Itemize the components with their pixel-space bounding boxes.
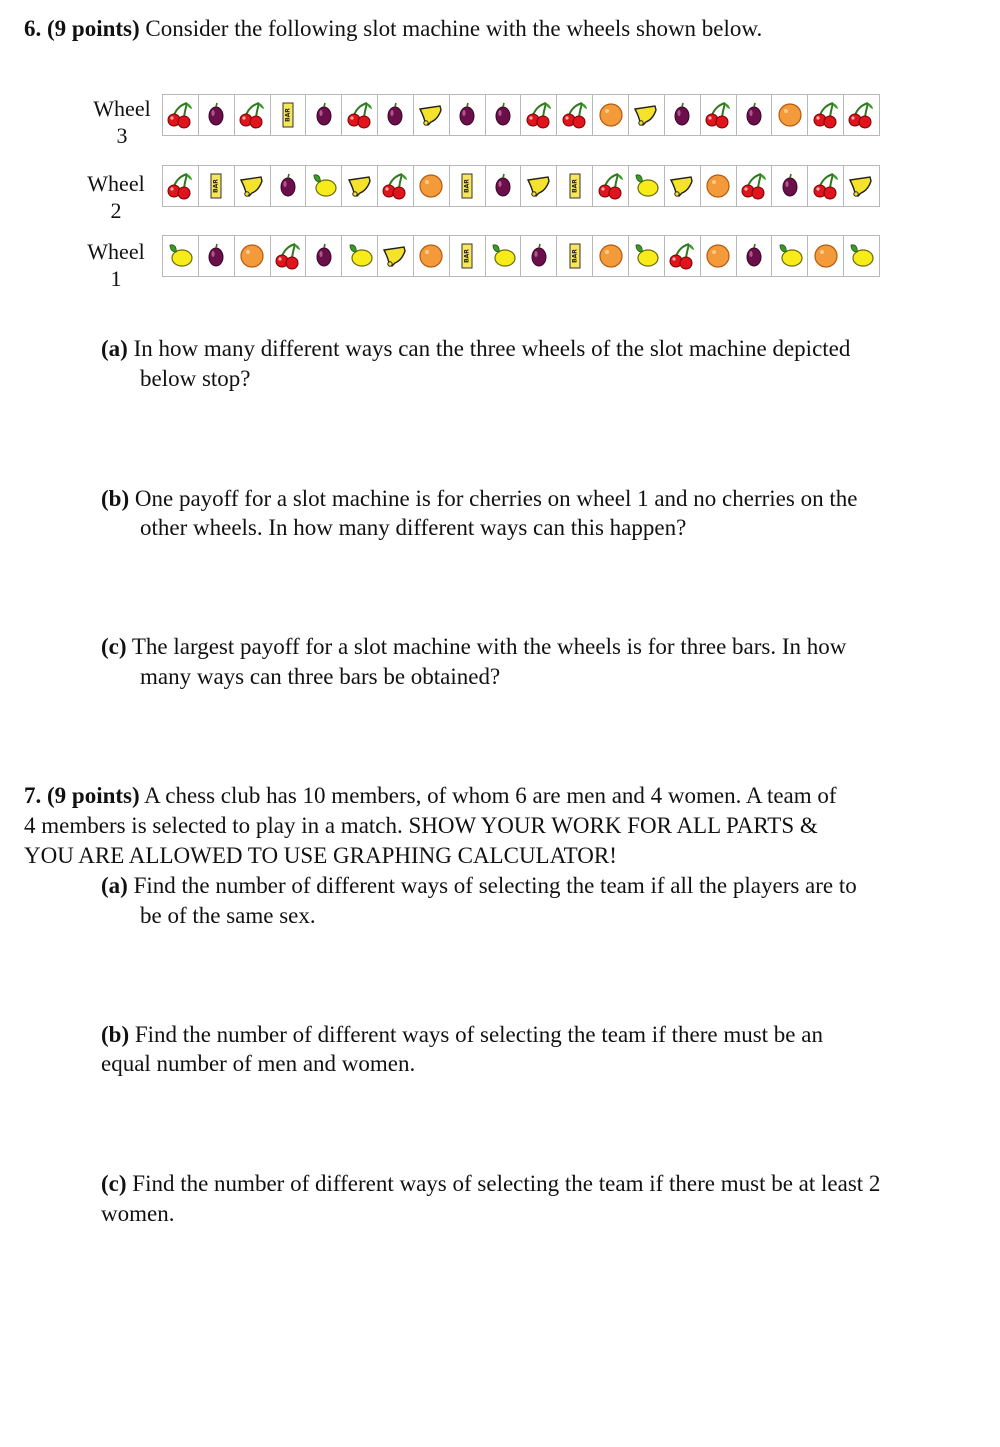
q6c-line2: many ways can three bars be obtained? xyxy=(140,664,501,689)
wheel-cell xyxy=(664,94,700,136)
bar-text: BAR xyxy=(284,108,292,122)
bar-icon xyxy=(452,241,482,271)
wheel-cell xyxy=(807,94,843,136)
wheel-cell xyxy=(736,94,772,136)
wheel-cell xyxy=(664,235,700,277)
orange-icon xyxy=(775,100,805,130)
wheel-cell xyxy=(592,94,628,136)
wheel-cell xyxy=(413,165,449,207)
q6b-line1: (b) One payoff for a slot machine is for cherries on wheel 1 and no cherries on the xyxy=(101,486,858,511)
bar-icon xyxy=(273,100,303,130)
wheel-cell xyxy=(377,94,413,136)
orange-icon xyxy=(596,241,626,271)
bar-text: BAR xyxy=(463,249,471,263)
cherry-icon xyxy=(667,241,697,271)
wheel-cell xyxy=(377,235,413,277)
wheel-2-label: Wheel 2 xyxy=(87,171,145,223)
plum-icon xyxy=(739,100,769,130)
wheel-cell xyxy=(664,165,700,207)
wheel-cell xyxy=(843,94,880,136)
wheel-cell xyxy=(198,165,234,207)
wheel-cell xyxy=(485,165,521,207)
q7c-line1: (c) Find the number of different ways of selecting the team if there must be at least 2 xyxy=(101,1171,881,1196)
wheel-cell xyxy=(556,235,592,277)
cherry-icon xyxy=(524,100,554,130)
wheel-cell xyxy=(162,235,198,277)
q6-intro: Consider the following slot machine with the wheels shown below. xyxy=(145,16,763,41)
wheel-cell xyxy=(270,165,306,207)
wheel-1-strip xyxy=(162,235,880,277)
plum-icon xyxy=(380,100,410,130)
wheel-cell xyxy=(771,94,807,136)
bell-icon xyxy=(631,100,661,130)
cherry-icon xyxy=(165,171,195,201)
wheel-cell xyxy=(520,94,556,136)
orange-icon xyxy=(596,100,626,130)
q7-number: 7. xyxy=(24,783,42,808)
bar-text: BAR xyxy=(571,179,579,193)
wheel-cell xyxy=(771,235,807,277)
wheel-cell xyxy=(736,165,772,207)
bar-icon xyxy=(560,171,590,201)
bell-icon xyxy=(345,171,375,201)
bar-icon xyxy=(560,241,590,271)
q7c-letter: (c) xyxy=(101,1171,127,1196)
bell-icon xyxy=(237,171,267,201)
wheel-cell xyxy=(628,94,664,136)
lemon-icon xyxy=(165,241,195,271)
lemon-icon xyxy=(631,241,661,271)
wheel-cell xyxy=(485,235,521,277)
lemon-icon xyxy=(631,171,661,201)
wheel-cell xyxy=(556,94,592,136)
wheel-cell xyxy=(162,94,198,136)
lemon-icon xyxy=(775,241,805,271)
wheel-cell xyxy=(270,235,306,277)
lemon-icon xyxy=(345,241,375,271)
orange-icon xyxy=(811,241,841,271)
wheel-cell xyxy=(592,235,628,277)
bar-text: BAR xyxy=(463,179,471,193)
cherry-icon xyxy=(273,241,303,271)
cherry-icon xyxy=(380,171,410,201)
cherry-icon xyxy=(596,171,626,201)
plum-icon xyxy=(488,100,518,130)
q6b-line2: other wheels. In how many different ways can this happen? xyxy=(140,515,687,540)
q6-heading xyxy=(24,14,762,44)
q6a-line1: (a) In how many different ways can the three wheels of the slot machine depicted xyxy=(101,336,851,361)
wheel-cell xyxy=(449,94,485,136)
q7a-letter: (a) xyxy=(101,873,128,898)
wheel-cell xyxy=(628,165,664,207)
plum-icon xyxy=(452,100,482,130)
q7c-line2: women. xyxy=(101,1201,175,1226)
q7a-line2: be of the same sex. xyxy=(140,903,316,928)
bell-icon xyxy=(416,100,446,130)
wheel-cell xyxy=(198,235,234,277)
wheel-cell xyxy=(449,165,485,207)
bar-icon xyxy=(201,171,231,201)
wheel-1-label: Wheel 1 xyxy=(87,239,145,291)
plum-icon xyxy=(201,100,231,130)
wheel-cell xyxy=(305,165,341,207)
cherry-icon xyxy=(846,100,876,130)
wheel-cell xyxy=(377,165,413,207)
plum-icon xyxy=(488,171,518,201)
bar-text: BAR xyxy=(571,249,579,263)
orange-icon xyxy=(237,241,267,271)
cherry-icon xyxy=(811,100,841,130)
wheel-cell xyxy=(341,94,377,136)
cherry-icon xyxy=(237,100,267,130)
cherry-icon xyxy=(739,171,769,201)
cherry-icon xyxy=(811,171,841,201)
wheel-cell xyxy=(305,235,341,277)
wheel-cell xyxy=(592,165,628,207)
wheel-cell xyxy=(413,94,449,136)
wheel-cell xyxy=(341,165,377,207)
plum-icon xyxy=(524,241,554,271)
q7-points: (9 points) xyxy=(47,783,140,808)
lemon-icon xyxy=(846,241,876,271)
wheel-cell xyxy=(449,235,485,277)
bell-icon xyxy=(380,241,410,271)
plum-icon xyxy=(273,171,303,201)
cherry-icon xyxy=(703,100,733,130)
bell-icon xyxy=(667,171,697,201)
wheel-cell xyxy=(198,94,234,136)
q6c-line1: (c) The largest payoff for a slot machine with the wheels is for three bars. In how xyxy=(101,634,847,659)
plum-icon xyxy=(309,100,339,130)
lemon-icon xyxy=(488,241,518,271)
plum-icon xyxy=(309,241,339,271)
wheel-cell xyxy=(520,165,556,207)
wheel-cell xyxy=(485,94,521,136)
wheel-cell xyxy=(628,235,664,277)
wheel-cell xyxy=(843,235,880,277)
bar-icon xyxy=(452,171,482,201)
q6a-letter: (a) xyxy=(101,336,128,361)
wheel-cell xyxy=(234,165,270,207)
orange-icon xyxy=(416,171,446,201)
wheel-cell xyxy=(700,235,736,277)
wheel-cell xyxy=(413,235,449,277)
q6b-letter: (b) xyxy=(101,486,130,511)
wheel-cell xyxy=(341,235,377,277)
q6-points: (9 points) xyxy=(47,16,140,41)
q7a-line1: (a) Find the number of different ways of selecting the team if all the players are to xyxy=(101,873,857,898)
orange-icon xyxy=(416,241,446,271)
wheel-cell xyxy=(234,94,270,136)
orange-icon xyxy=(703,241,733,271)
bell-icon xyxy=(524,171,554,201)
wheel-cell xyxy=(556,165,592,207)
cherry-icon xyxy=(345,100,375,130)
orange-icon xyxy=(703,171,733,201)
q6a-line2: below stop? xyxy=(140,366,251,391)
q7b-letter: (b) xyxy=(101,1022,130,1047)
wheel-2-strip xyxy=(162,165,880,207)
wheel-cell xyxy=(807,235,843,277)
q6c-letter: (c) xyxy=(101,634,127,659)
q7b-line2: equal number of men and women. xyxy=(101,1051,416,1076)
q7b-line1: (b) Find the number of different ways of selecting the team if there must be an xyxy=(101,1022,823,1047)
q7-heading: 7. (9 points) A chess club has 10 members, of whom 6 are men and 4 women. A team of xyxy=(24,783,837,808)
plum-icon xyxy=(667,100,697,130)
wheel-cell xyxy=(162,165,198,207)
cherry-icon xyxy=(165,100,195,130)
bar-text: BAR xyxy=(212,179,220,193)
wheel-cell xyxy=(305,94,341,136)
lemon-icon xyxy=(309,171,339,201)
wheel-3-strip xyxy=(162,94,880,136)
q7-line2: 4 members is selected to play in a match. SHOW YOUR WORK FOR ALL PARTS & xyxy=(24,813,818,838)
cherry-icon xyxy=(560,100,590,130)
plum-icon xyxy=(739,241,769,271)
wheel-cell xyxy=(700,165,736,207)
q6-number: 6. xyxy=(24,16,42,41)
wheel-cell xyxy=(843,165,880,207)
wheel-cell xyxy=(807,165,843,207)
wheel-cell xyxy=(234,235,270,277)
bell-icon xyxy=(846,171,876,201)
plum-icon xyxy=(775,171,805,201)
wheel-cell xyxy=(270,94,306,136)
wheel-cell xyxy=(771,165,807,207)
q7-line3: YOU ARE ALLOWED TO USE GRAPHING CALCULATOR! xyxy=(24,843,617,868)
wheel-cell xyxy=(520,235,556,277)
plum-icon xyxy=(201,241,231,271)
wheel-cell xyxy=(700,94,736,136)
wheel-3-label: Wheel 3 xyxy=(93,96,151,148)
wheel-cell xyxy=(736,235,772,277)
